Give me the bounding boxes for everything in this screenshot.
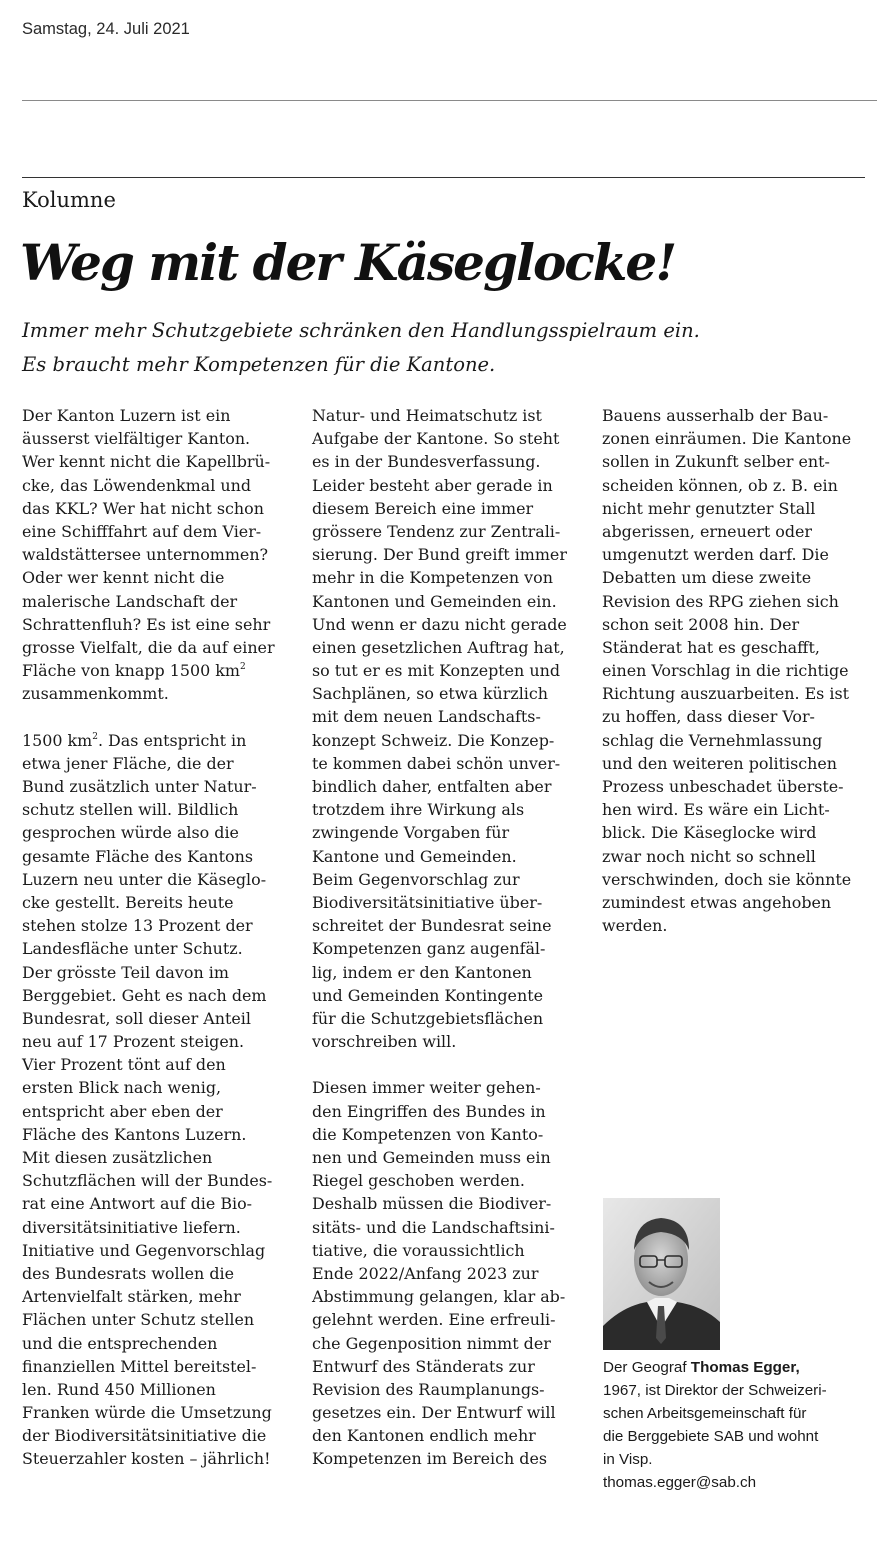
text-line: lig, indem er den Kantonen <box>312 962 532 982</box>
text-line: Diesen immer weiter gehen- <box>312 1078 541 1098</box>
text-line: gesprochen würde also die <box>22 823 239 843</box>
text-line: Revision des Raumplanungs- <box>312 1379 545 1399</box>
text-line: Fläche des Kantons Luzern. <box>22 1124 247 1144</box>
text-line: zumindest etwas angehoben <box>602 892 832 912</box>
text-line: Mit diesen zusätzlichen <box>22 1148 213 1167</box>
text-line: äusserst vielfältiger Kanton. <box>22 429 251 449</box>
issue-date: Samstag, 24. Juli 2021 <box>22 20 190 38</box>
text-line: etwa jener Fläche, die der <box>22 753 234 773</box>
text-line: Der grösste Teil davon im <box>22 962 229 982</box>
text-line: stehen stolze 13 Prozent der <box>22 916 253 936</box>
text-line: Fläche von knapp 1500 $km^2$ <box>22 661 246 681</box>
text-line: Debatten um diese zweite <box>602 568 812 588</box>
text-line: Luzern neu unter die Käseglo- <box>22 869 267 889</box>
paragraph-gap <box>22 705 275 728</box>
text-line: und den weiteren politischen <box>602 753 838 773</box>
text-line: Der Kanton Luzern ist ein <box>22 406 231 425</box>
text-line: scheiden können, ob z. B. ein <box>602 475 838 495</box>
article-column-3 <box>602 404 851 937</box>
text-line: nicht mehr genutzter Stall <box>602 498 816 518</box>
text-line: eine Schifffahrt auf dem Vier- <box>22 521 262 541</box>
text-line: Entwurf des Ständerats zur <box>312 1356 535 1376</box>
text-line: Kantonen und Gemeinden ein. <box>312 591 557 611</box>
text-line: einen Vorschlag in die richtige <box>602 661 849 681</box>
text-line: Wer kennt nicht die Kapellbrü- <box>22 452 271 472</box>
text-line: vorschreiben will. <box>312 1032 457 1052</box>
caption-line: schen Arbeitsgemeinschaft für <box>603 1405 807 1422</box>
text-line: Kompetenzen im Bereich des <box>312 1449 548 1469</box>
text-line: Beim Gegenvorschlag zur <box>312 869 520 889</box>
text-line: zwingende Vorgaben für <box>312 823 510 843</box>
paragraph-gap <box>312 1053 567 1076</box>
text-line: Natur- und Heimatschutz ist <box>312 406 542 425</box>
text-line: tiative, die voraussichtlich <box>312 1240 525 1260</box>
text-line: Leider besteht aber gerade in <box>312 475 553 495</box>
text-line: werden. <box>602 916 668 936</box>
text-line: zusammenkommt. <box>22 684 169 704</box>
text-line: und Gemeinden Kontingente <box>312 985 543 1005</box>
text-line: für die Schutzgebietsflächen <box>312 1008 544 1028</box>
text-line: finanziellen Mittel bereitstel- <box>22 1356 257 1376</box>
text-line: che Gegenposition nimmt der <box>312 1333 551 1353</box>
text-line: entspricht aber eben der <box>22 1101 223 1121</box>
lead-line: Es braucht mehr Kompetenzen für die Kantone. <box>22 353 496 376</box>
text-line: trotzdem ihre Wirkung als <box>312 800 525 820</box>
text-line: schutz stellen will. Bildlich <box>22 800 239 820</box>
article-lead <box>22 314 862 382</box>
text-line: Und wenn er dazu nicht gerade <box>312 614 567 634</box>
text-line: mit dem neuen Landschafts- <box>312 707 541 727</box>
article-column-1 <box>22 404 275 1471</box>
text-line: Berggebiet. Geht es nach dem <box>22 985 267 1005</box>
caption-line: 1967, ist Direktor der Schweizeri- <box>603 1382 827 1399</box>
text-line: einen gesetzlichen Auftrag hat, <box>312 637 565 657</box>
text-line: nen und Gemeinden muss ein <box>312 1148 551 1167</box>
caption-prefix: Der Geograf <box>603 1359 691 1376</box>
text-line: Initiative und Gegenvorschlag <box>22 1240 266 1260</box>
text-line: so tut er es mit Konzepten und <box>312 661 560 681</box>
text-line: Schrattenfluh? Es ist eine sehr <box>22 614 271 634</box>
caption-line <box>603 1356 827 1379</box>
text-line: ersten Blick nach wenig, <box>22 1078 222 1098</box>
text-line: der Biodiversitätsinitiative die <box>22 1426 267 1446</box>
author-name: Thomas Egger, <box>690 1359 800 1376</box>
text-line: Kompetenzen ganz augenfäl- <box>312 939 546 959</box>
text-line: Landesfläche unter Schutz. <box>22 939 243 959</box>
text-line: hen wird. Es wäre ein Licht- <box>602 800 830 820</box>
text-line: Steuerzahler kosten – jährlich! <box>22 1449 271 1469</box>
text-line: malerische Landschaft der <box>22 591 238 611</box>
text-line: Deshalb müssen die Biodiver- <box>312 1194 552 1214</box>
text-line: zonen einräumen. Die Kantone <box>602 429 852 449</box>
text-line: waldstättersee unternommen? <box>22 545 269 565</box>
text-line: sollen in Zukunft selber ent- <box>602 452 830 472</box>
text-line: schlag die Vernehmlassung <box>602 730 823 750</box>
text-line: Artenvielfalt stärken, mehr <box>22 1287 241 1307</box>
text-line: te kommen dabei schön unver- <box>312 753 561 773</box>
text-line: grössere Tendenz zur Zentrali- <box>312 521 561 541</box>
text-line: diesem Bereich eine immer <box>312 498 534 518</box>
text-line: Aufgabe der Kantone. So steht <box>312 429 560 449</box>
text-line: Oder wer kennt nicht die <box>22 568 225 588</box>
text-line: das KKL? Wer hat nicht schon <box>22 498 264 518</box>
text-line: Kantone und Gemeinden. <box>312 846 517 866</box>
article-column-2 <box>312 404 567 1471</box>
text-line: Vier Prozent tönt auf den <box>22 1055 226 1075</box>
text-line: konzept Schweiz. Die Konzep- <box>312 730 555 750</box>
text-line: diversitätsinitiative liefern. <box>22 1217 241 1237</box>
text-fragment: . Das entspricht in <box>97 730 247 750</box>
text-line: verschwinden, doch sie könnte <box>602 869 852 889</box>
text-line: es in der Bundesverfassung. <box>312 452 541 472</box>
text-line: cke gestellt. Bereits heute <box>22 892 234 912</box>
text-line: Franken würde die Umsetzung <box>22 1403 272 1423</box>
text-line: Ständerat hat es geschafft, <box>602 637 820 657</box>
text-line: len. Rund 450 Millionen <box>22 1379 216 1399</box>
text-line: zwar noch nicht so schnell <box>602 846 816 866</box>
text-line: Riegel geschoben werden. <box>312 1171 525 1191</box>
text-line: grosse Vielfalt, die da auf einer <box>22 637 275 657</box>
superscript: 2 <box>239 662 246 673</box>
header-divider <box>22 100 877 101</box>
text-line: Bund zusätzlich unter Natur- <box>22 777 257 796</box>
text-line: bindlich daher, entfalten aber <box>312 777 552 796</box>
author-caption <box>603 1356 827 1494</box>
text-line: die Kompetenzen von Kanto- <box>312 1124 544 1144</box>
text-line: blick. Die Käseglocke wird <box>602 823 817 843</box>
text-line: neu auf 17 Prozent steigen. <box>22 1032 245 1052</box>
article-headline: Weg mit der Käseglocke! <box>20 233 676 292</box>
section-divider <box>22 177 865 178</box>
author-email-link[interactable]: thomas.egger@sab.ch <box>603 1474 757 1491</box>
caption-line: in Visp. <box>603 1451 653 1468</box>
text-line: gesetzes ein. Der Entwurf will <box>312 1403 556 1423</box>
text-line: mehr in die Kompetenzen von <box>312 568 553 588</box>
text-line: den Kantonen endlich mehr <box>312 1426 536 1446</box>
superscript: 2 <box>92 731 98 742</box>
text-line: sierung. Der Bund greift immer <box>312 545 567 565</box>
text-line: des Bundesrats wollen die <box>22 1263 235 1283</box>
text-line: zu hoffen, dass dieser Vor- <box>602 707 815 727</box>
text-line: gelehnt werden. Eine erfreuli- <box>312 1310 556 1330</box>
text-line: und die entsprechenden <box>22 1333 218 1353</box>
text-line: Schutzflächen will der Bundes- <box>22 1171 273 1191</box>
text-line: Abstimmung gelangen, klar ab- <box>312 1287 566 1307</box>
text-line: schon seit 2008 hin. Der <box>602 614 800 634</box>
text-line: sitäts- und die Landschaftsini- <box>312 1217 555 1237</box>
text-line: Ende 2022/Anfang 2023 zur <box>312 1263 539 1283</box>
text-line: den Eingriffen des Bundes in <box>312 1101 546 1121</box>
text-line: Biodiversitätsinitiative über- <box>312 892 543 912</box>
text-line: Sachplänen, so etwa kürzlich <box>312 684 549 704</box>
text-line: gesamte Fläche des Kantons <box>22 846 253 866</box>
rubric-label: Kolumne <box>22 188 116 212</box>
text-line: Richtung auszuarbeiten. Es ist <box>602 684 850 704</box>
text-line: abgerissen, erneuert oder <box>602 521 813 541</box>
text-line: umgenutzt werden darf. Die <box>602 545 829 565</box>
text-line: Bundesrat, soll dieser Anteil <box>22 1008 251 1028</box>
author-portrait <box>603 1198 720 1350</box>
text-line: Revision des RPG ziehen sich <box>602 591 839 611</box>
text-line: Prozess unbeschadet überste- <box>602 777 844 796</box>
text-line: schreitet der Bundesrat seine <box>312 916 552 936</box>
caption-line: die Berggebiete SAB und wohnt <box>603 1428 819 1445</box>
text-line: Bauens ausserhalb der Bau- <box>602 406 829 425</box>
text-line: cke, das Löwendenkmal und <box>22 475 252 495</box>
text-line: rat eine Antwort auf die Bio- <box>22 1194 253 1214</box>
text-line: 1500 $km^2$. Das entspricht in <box>22 730 247 750</box>
text-line: Flächen unter Schutz stellen <box>22 1310 255 1330</box>
lead-line: Immer mehr Schutzgebiete schränken den Handlungsspielraum ein. <box>22 319 700 342</box>
